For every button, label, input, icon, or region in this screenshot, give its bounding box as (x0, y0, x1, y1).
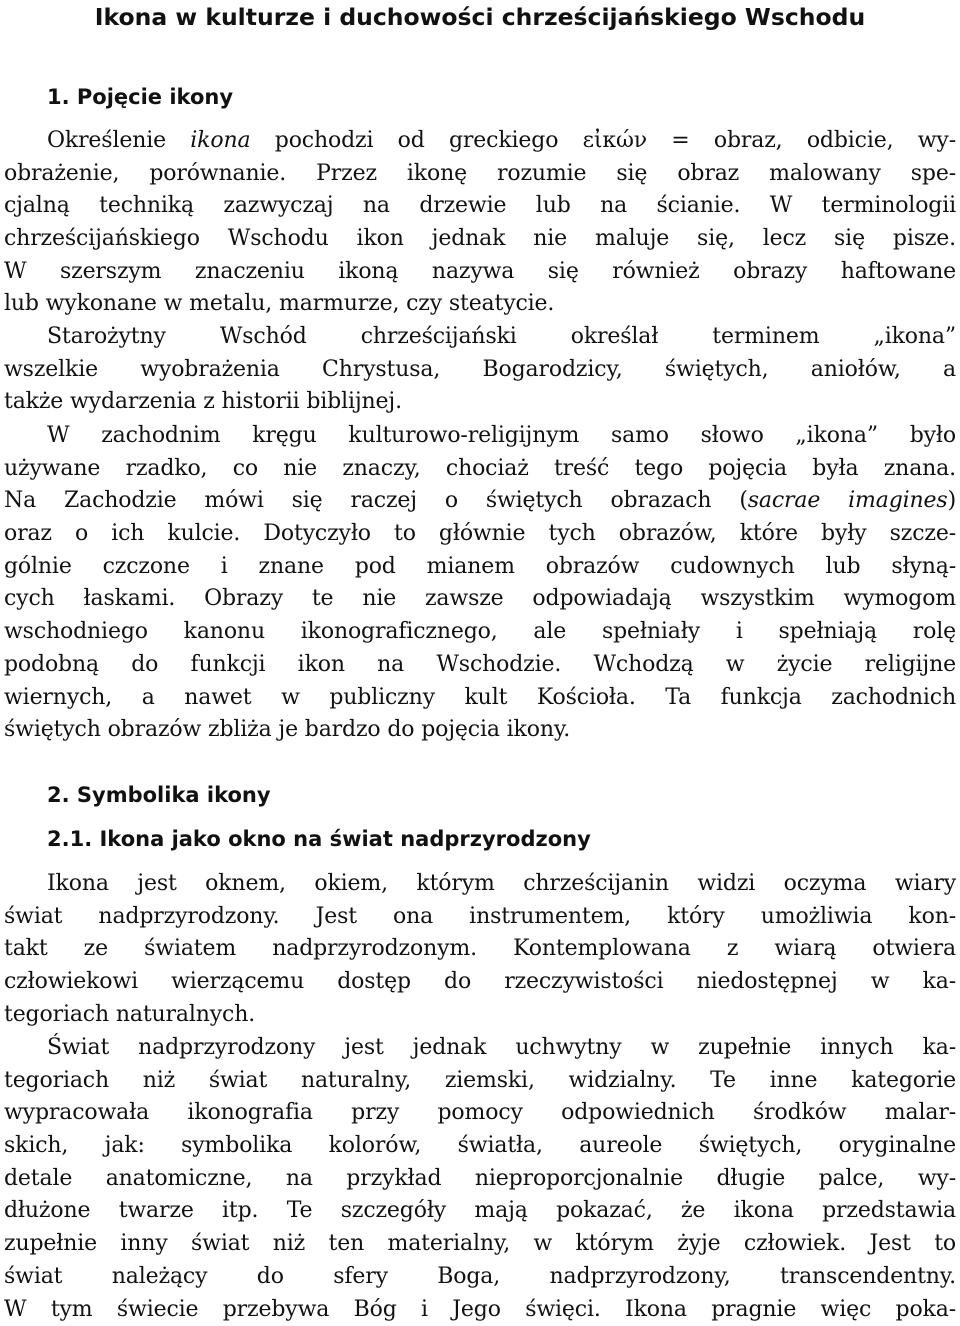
text-line: detale anatomiczne, na przykład nieproporcjonalnie długie palce, wy- (4, 1165, 956, 1191)
text-line: lub wykonane w metalu, marmurze, czy steatycie. (4, 291, 555, 317)
paragraph-ancient-east (4, 321, 956, 419)
text-line: obrażenie, porównanie. Przez ikonę rozumie się obraz malowany spe- (4, 160, 956, 186)
text-line: Starożytny Wschód chrześcijański określał terminem „ikona” (47, 324, 956, 349)
text-line: zupełnie inny świat niż ten materialny, w którym żyje człowiek. Jest to (4, 1231, 956, 1257)
text-line: cych łaskami. Obrazy te nie zawsze odpowiadają wszystkim wymogom (4, 586, 956, 612)
section-heading-2: 2. Symbolika ikony (47, 783, 271, 807)
paragraph-supernatural-world (4, 1032, 956, 1326)
document-title: Ikona w kulturze i duchowości chrześcijańskiego Wschodu (94, 3, 866, 31)
text-line: dłużone twarze itp. Te szczegóły mają pokazać, że ikona przedstawia (4, 1198, 956, 1224)
text-line: świętych obrazów zbliża je bardzo do pojęcia ikony. (4, 717, 571, 743)
text-line: skich, jak: symbolika kolorów, światła, aureole świętych, oryginalne (4, 1133, 956, 1159)
text-line: Na Zachodzie mówi się raczej o świętych obrazach (sacrae imagines) (4, 488, 956, 514)
text-line: Świat nadprzyrodzony jest jednak uchwytny w zupełnie innych ka- (47, 1035, 956, 1060)
section-heading-2-1: 2.1. Ikona jako okno na świat nadprzyrodzony (47, 827, 591, 851)
paragraph-window (4, 868, 956, 1031)
text-line: człowiekowi wierzącemu dostęp do rzeczywistości niedostępnej w ka- (4, 969, 956, 995)
text-line: wypracowała ikonografia przy pomocy odpowiednich środków malar- (4, 1100, 956, 1126)
text-line: W tym świecie przebywa Bóg i Jego święci. Ikona pragnie więc poka- (4, 1296, 956, 1322)
italic-term: sacrae imagines (747, 488, 948, 514)
text-line: Określenie ikona pochodzi od greckiego εἰκών = obraz, odbicie, wy- (47, 128, 956, 153)
text-line: takt ze światem nadprzyrodzonym. Kontemplowana z wiarą otwiera (4, 936, 956, 962)
text-line: używane rzadko, co nie znaczy, chociaż treść tego pojęcia była znana. (4, 455, 956, 481)
text-line: podobną do funkcji ikon na Wschodzie. Wchodzą w życie religijne (4, 651, 956, 677)
paragraph-definition (4, 125, 956, 321)
paragraph-western-circle (4, 420, 956, 747)
text-line: tegoriach naturalnych. (4, 1001, 256, 1027)
section-heading-1: 1. Pojęcie ikony (47, 85, 234, 109)
text-line: W szerszym znaczeniu ikoną nazywa się również obrazy haftowane (4, 258, 956, 284)
text-line: wschodniego kanonu ikonograficznego, ale spełniały i spełniają rolę (4, 619, 956, 645)
text-line: Ikona jest oknem, okiem, którym chrześcijanin widzi oczyma wiary (47, 871, 956, 896)
text-line: świat należący do sfery Boga, nadprzyrodzony, transcendentny. (4, 1263, 956, 1289)
text-line: wszelkie wyobrażenia Chrystusa, Bogarodzicy, świętych, aniołów, a (4, 356, 956, 382)
text-line: chrześcijańskiego Wschodu ikon jednak nie maluje się, lecz się pisze. (4, 226, 956, 252)
text-line: tegoriach niż świat naturalny, ziemski, widzialny. Te inne kategorie (4, 1067, 956, 1093)
text-line: świat nadprzyrodzony. Jest ona instrumentem, który umożliwia kon- (4, 903, 956, 929)
italic-term: ikona (190, 128, 251, 153)
text-line: W zachodnim kręgu kulturowo-religijnym samo słowo „ikona” było (47, 423, 956, 448)
text-line: gólnie czczone i znane pod mianem obrazów cudownych lub słyną- (4, 553, 956, 579)
text-line: wiernych, a nawet w publiczny kult Kościoła. Ta funkcja zachodnich (4, 684, 956, 710)
text-line: także wydarzenia z historii biblijnej. (4, 389, 402, 415)
text-line: oraz o ich kulcie. Dotyczyło to głównie tych obrazów, które były szcze- (4, 521, 956, 547)
text-line: cjalną techniką zazwyczaj na drzewie lub na ścianie. W terminologii (4, 193, 956, 219)
